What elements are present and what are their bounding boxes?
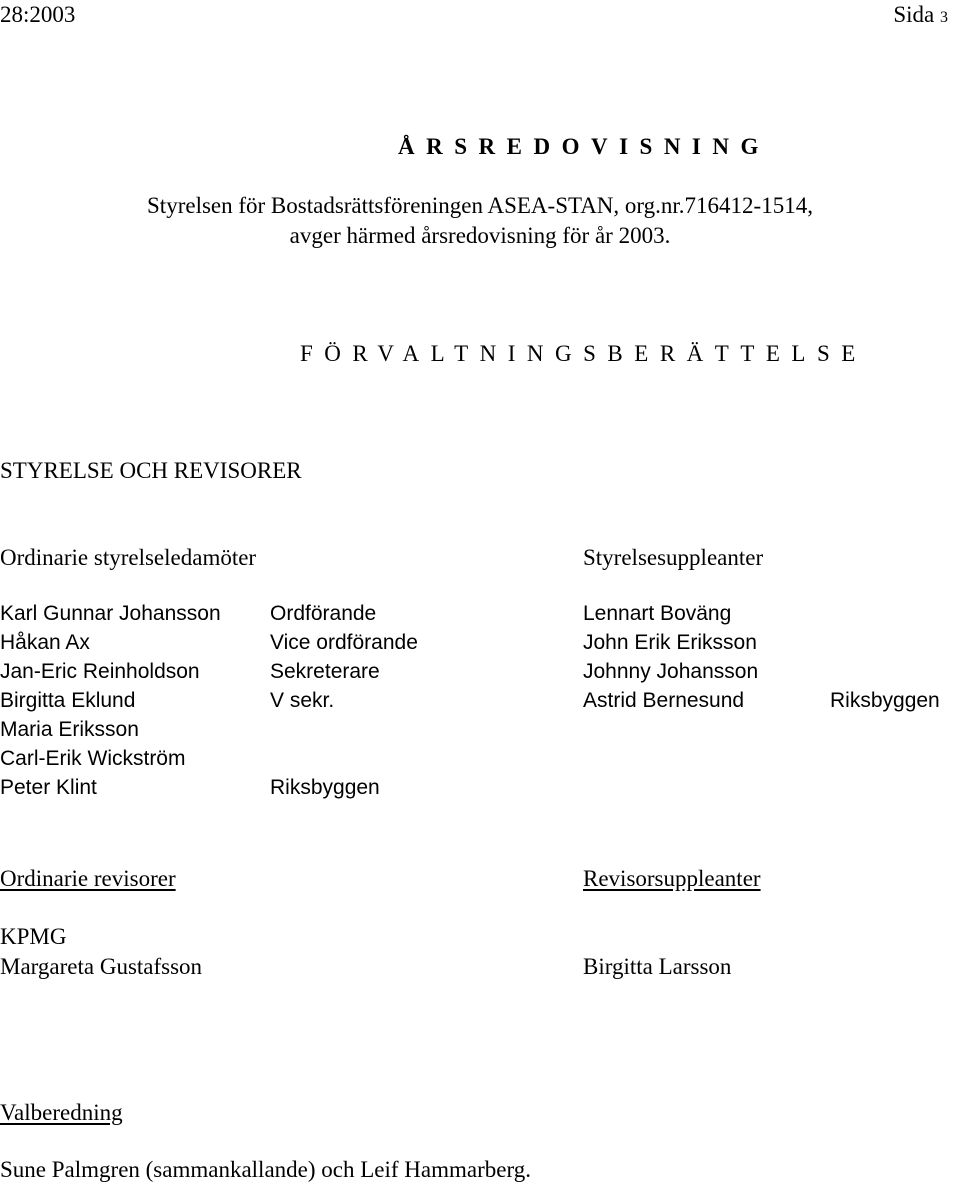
auditor-firm: KPMG — [0, 924, 67, 949]
member-role: V sekr. — [270, 689, 335, 712]
auditor-name: Margareta Gustafsson — [0, 954, 203, 979]
member-role: Sekreterare — [270, 660, 380, 683]
nomination-text: Sune Palmgren (sammankallande) och Leif Hammarberg. — [0, 1157, 531, 1182]
page-indicator — [893, 3, 948, 26]
deputy-name: John Erik Eriksson — [583, 631, 757, 654]
deputy-name: Johnny Johansson — [583, 660, 759, 683]
deputies-heading: Styrelsesuppleanter — [583, 545, 764, 570]
document-title: ÅRSREDOVISNING — [398, 134, 770, 159]
page-label: Sida — [893, 2, 935, 27]
member-role: Riksbyggen — [270, 776, 380, 799]
nomination-heading: Valberedning — [0, 1100, 123, 1125]
member-name: Carl-Erik Wickström — [0, 747, 186, 770]
document-code: 28:2003 — [0, 2, 76, 27]
member-role: Ordförande — [270, 602, 377, 625]
member-name: Håkan Ax — [0, 631, 90, 654]
deputy-auditor-name: Birgitta Larsson — [583, 954, 732, 979]
member-name: Birgitta Eklund — [0, 689, 136, 712]
deputy-auditors-heading: Revisorsuppleanter — [583, 866, 761, 891]
member-name: Jan-Eric Reinholdson — [0, 660, 200, 683]
deputy-name: Lennart Boväng — [583, 602, 732, 625]
section-title: FÖRVALTNINGSBERÄTTELSE — [300, 341, 867, 366]
board-heading: STYRELSE OCH REVISORER — [0, 458, 302, 483]
member-name: Karl Gunnar Johansson — [0, 602, 221, 625]
auditors-heading: Ordinarie revisorer — [0, 866, 176, 891]
deputy-org: Riksbyggen — [830, 689, 940, 712]
intro-line-1: Styrelsen för Bostadsrättsföreningen ASEA-STAN, org.nr.716412-1514, — [147, 193, 813, 218]
member-name: Maria Eriksson — [0, 718, 139, 741]
page-number: 3 — [940, 9, 948, 26]
intro-line-2: avger härmed årsredovisning för år 2003. — [289, 223, 671, 248]
member-name: Peter Klint — [0, 776, 97, 799]
deputy-name: Astrid Bernesund — [583, 689, 745, 712]
members-heading: Ordinarie styrelseledamöter — [0, 545, 257, 570]
member-role: Vice ordförande — [270, 631, 418, 654]
